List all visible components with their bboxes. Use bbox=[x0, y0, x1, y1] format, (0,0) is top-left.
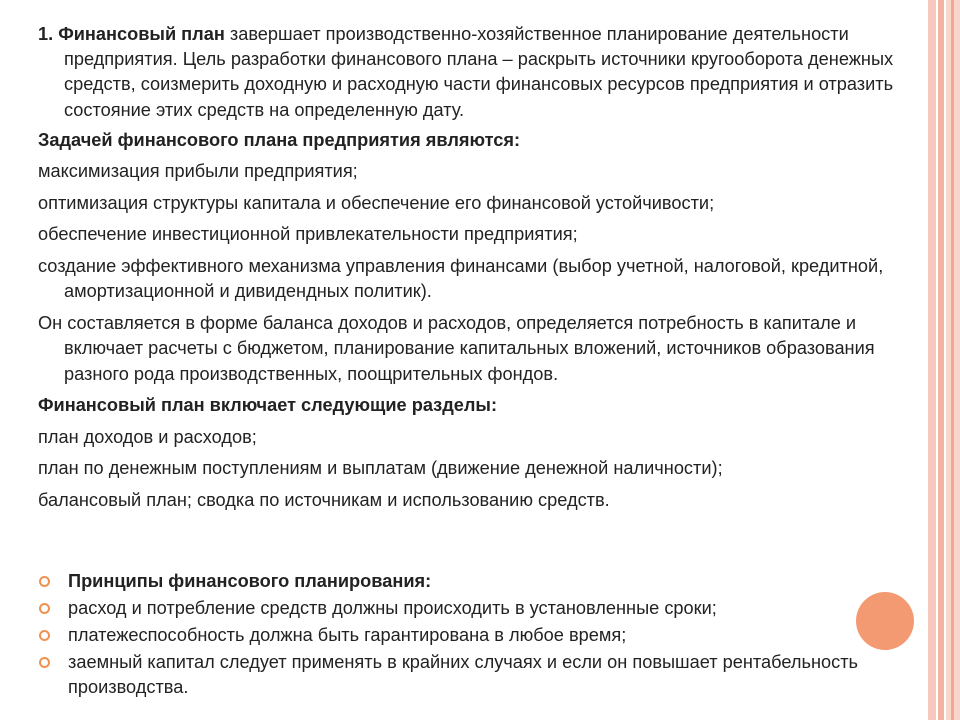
bullet-ring-icon bbox=[39, 657, 50, 668]
sections-heading: Финансовый план включает следующие разделы: bbox=[38, 395, 498, 416]
principle-item bbox=[38, 650, 878, 700]
principle-item bbox=[38, 623, 878, 648]
task-item: максимизация прибыли предприятия; bbox=[38, 161, 358, 182]
task-item: оптимизация структуры капитала и обеспечение его финансовой устойчивости; bbox=[38, 192, 715, 213]
tasks-heading: Задачей финансового плана предприятия являются: bbox=[38, 129, 521, 150]
section-item: план доходов и расходов; bbox=[38, 426, 257, 447]
section-item: балансовый план; сводка по источникам и использованию средств. bbox=[38, 489, 610, 510]
decor-stripe bbox=[938, 0, 944, 720]
bullet-ring-icon bbox=[39, 630, 50, 641]
section-item: план по денежным поступлениям и выплатам (движение денежной наличности); bbox=[38, 458, 723, 479]
bullet-ring-icon bbox=[39, 576, 50, 587]
intro-title: 1. Финансовый план bbox=[38, 24, 225, 44]
principle-text: расход и потребление средств должны происходить в установленные сроки; bbox=[68, 598, 717, 618]
decor-stripe bbox=[951, 0, 954, 720]
task-item: создание эффективного механизма управления финансами (выбор учетной, налоговой, кредитной, амортизационной и дивидендных политик). bbox=[38, 255, 884, 302]
task-item: обеспечение инвестиционной привлекательности предприятия; bbox=[38, 224, 578, 245]
principle-text: платежеспособность должна быть гарантирована в любое время; bbox=[68, 625, 627, 645]
intro-text: завершает производственно-хозяйственное планирование деятельности предприятия. Цель разработки финансового плана – раскрыть источники кругооборота денежных средств, соизмерить доходную и расходную части финансовых ресурсов предприятия и отразить состояние этих средств на определенную дату. bbox=[64, 24, 894, 120]
principle-text: заемный капитал следует применять в крайних случаях и если он повышает рентабельность производства. bbox=[68, 652, 859, 697]
principles-list bbox=[38, 569, 878, 700]
principles-heading bbox=[38, 569, 878, 594]
bullet-ring-icon bbox=[39, 603, 50, 614]
principles-heading-text: Принципы финансового планирования: bbox=[68, 571, 432, 591]
intro-paragraph bbox=[38, 22, 898, 123]
slide-content bbox=[38, 22, 898, 513]
composition-paragraph: Он составляется в форме баланса доходов и расходов, определяется потребность в капитале и включает расчеты с бюджетом, планирование капитальных вложений, источников образования разного рода производственных, поощрительных фондов. bbox=[38, 312, 875, 384]
principle-item bbox=[38, 596, 878, 621]
decor-stripe bbox=[928, 0, 936, 720]
